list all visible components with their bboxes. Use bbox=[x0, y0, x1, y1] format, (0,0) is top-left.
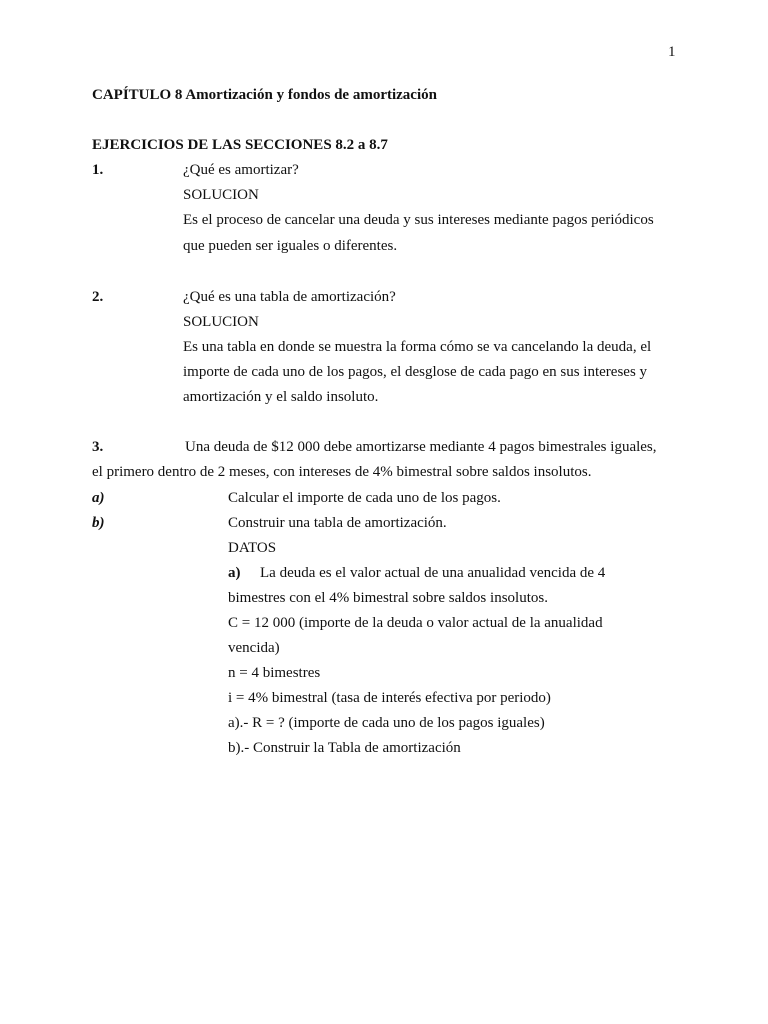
datos-line: a).- R = ? (importe de cada uno de los pagos iguales) bbox=[228, 715, 545, 731]
answer-line: Es una tabla en donde se muestra la forma cómo se va cancelando la deuda, el bbox=[183, 339, 652, 355]
part-label: b) bbox=[92, 515, 105, 531]
answer-line: Es el proceso de cancelar una deuda y sus intereses mediante pagos periódicos bbox=[183, 212, 654, 228]
solution-label: SOLUCION bbox=[183, 187, 259, 203]
section-heading: EJERCICIOS DE LAS SECCIONES 8.2 a 8.7 bbox=[92, 137, 388, 153]
solution-label: SOLUCION bbox=[183, 314, 259, 330]
datos-line: vencida) bbox=[228, 640, 280, 656]
exercise-question: ¿Qué es una tabla de amortización? bbox=[183, 289, 396, 305]
page-number: 1 bbox=[668, 44, 676, 60]
exercise-question: ¿Qué es amortizar? bbox=[183, 162, 299, 178]
answer-line: que pueden ser iguales o diferentes. bbox=[183, 238, 398, 254]
datos-label: DATOS bbox=[228, 540, 277, 556]
chapter-title: CAPÍTULO 8 Amortización y fondos de amortización bbox=[92, 87, 437, 103]
answer-line: amortización y el saldo insoluto. bbox=[183, 389, 379, 405]
datos-line: b).- Construir la Tabla de amortización bbox=[228, 740, 461, 756]
part-text: Calcular el importe de cada uno de los pagos. bbox=[228, 490, 501, 506]
datos-line: i = 4% bimestral (tasa de interés efectiva por periodo) bbox=[228, 690, 551, 706]
part-text: Construir una tabla de amortización. bbox=[228, 515, 447, 531]
exercise-number: 2. bbox=[92, 289, 104, 305]
datos-line: La deuda es el valor actual de una anualidad vencida de 4 bbox=[260, 565, 606, 581]
part-label: a) bbox=[92, 490, 105, 506]
statement-line: Una deuda de $12 000 debe amortizarse mediante 4 pagos bimestrales iguales, bbox=[185, 439, 657, 455]
datos-line: C = 12 000 (importe de la deuda o valor actual de la anualidad bbox=[228, 615, 603, 631]
exercise-number: 3. bbox=[92, 439, 104, 455]
statement-line: el primero dentro de 2 meses, con intereses de 4% bimestral sobre saldos insolutos. bbox=[92, 464, 592, 480]
exercise-number: 1. bbox=[92, 162, 104, 178]
datos-a-label: a) bbox=[228, 565, 241, 581]
answer-line: importe de cada uno de los pagos, el desglose de cada pago en sus intereses y bbox=[183, 364, 648, 380]
datos-line: n = 4 bimestres bbox=[228, 665, 321, 681]
datos-line: bimestres con el 4% bimestral sobre saldos insolutos. bbox=[228, 590, 548, 606]
